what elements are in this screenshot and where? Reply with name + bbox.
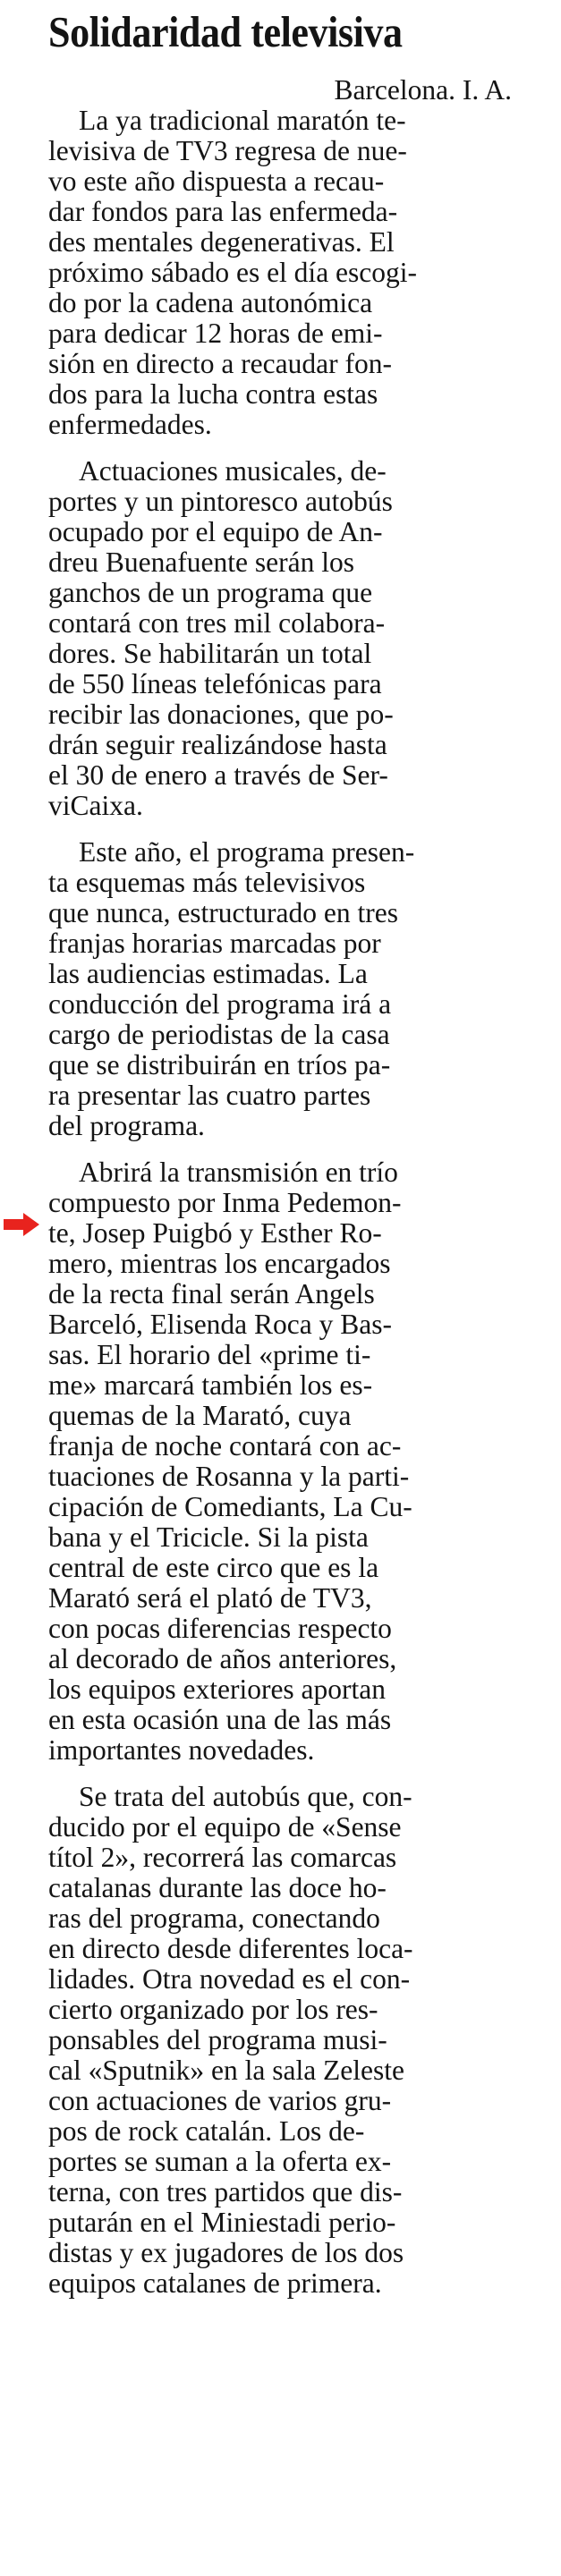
text-line: ra presentar las cuatro partes bbox=[48, 1080, 371, 1111]
paragraph bbox=[48, 1782, 512, 2299]
text-line: sas. El horario del «prime ti- bbox=[48, 1339, 371, 1370]
text-line: cal «Sputnik» en la sala Zeleste bbox=[48, 2055, 404, 2086]
text-line: ta esquemas más televisivos bbox=[48, 867, 366, 898]
text-line: lidades. Otra novedad es el con- bbox=[48, 1963, 411, 1995]
text-line: levisiva de TV3 regresa de nue- bbox=[48, 135, 407, 166]
text-line: dar fondos para las enfermeda- bbox=[48, 196, 398, 227]
text-line: do por la cadena autonómica bbox=[48, 287, 373, 318]
text-line: cargo de periodistas de la casa bbox=[48, 1019, 390, 1050]
paragraph-gap bbox=[48, 1141, 512, 1157]
paragraph bbox=[48, 456, 512, 821]
text-line: las audiencias estimadas. La bbox=[48, 958, 368, 989]
text-line: franja de noche contará con ac- bbox=[48, 1430, 402, 1462]
text-line: del programa. bbox=[48, 1110, 205, 1141]
text-line: portes se suman a la oferta ex- bbox=[48, 2146, 392, 2177]
text-line: el 30 de enero a través de Ser- bbox=[48, 759, 388, 791]
text-line: distas y ex jugadores de los dos bbox=[48, 2237, 404, 2268]
paragraph-gap bbox=[48, 821, 512, 837]
text-line: con actuaciones de varios gru- bbox=[48, 2085, 392, 2116]
paragraph-gap bbox=[48, 440, 512, 456]
text-line: importantes novedades. bbox=[48, 1734, 315, 1766]
text-line: en esta ocasión una de las más bbox=[48, 1704, 392, 1735]
text-line: ras del programa, conectando bbox=[48, 1902, 380, 1934]
text-line: compuesto por Inma Pedemon- bbox=[48, 1187, 402, 1218]
text-line: cierto organizado por los res- bbox=[48, 1994, 378, 2025]
text-line: con pocas diferencias respecto bbox=[48, 1613, 392, 1644]
paragraph-gap bbox=[48, 1766, 512, 1782]
text-line: franjas horarias marcadas por bbox=[48, 928, 381, 959]
text-line: Este año, el programa presen- bbox=[79, 836, 415, 868]
text-line: viCaixa. bbox=[48, 790, 143, 821]
text-line: des mentales degenerativas. El bbox=[48, 226, 395, 258]
text-line: central de este circo que es la bbox=[48, 1552, 379, 1583]
text-line: mero, mientras los encargados bbox=[48, 1248, 391, 1279]
text-line: Barceló, Elisenda Roca y Bas- bbox=[48, 1309, 392, 1340]
text-line: pos de rock catalán. Los de- bbox=[48, 2115, 365, 2147]
article-body bbox=[48, 75, 512, 2299]
headline: Solidaridad televisiva bbox=[48, 7, 403, 56]
text-line: catalanas durante las doce ho- bbox=[48, 1872, 387, 1903]
text-line: los equipos exteriores aportan bbox=[48, 1674, 387, 1705]
text-line: portes y un pintoresco autobús bbox=[48, 486, 393, 517]
text-line: tuaciones de Rosanna y la parti- bbox=[48, 1461, 410, 1492]
text-line: quemas de la Marató, cuya bbox=[48, 1400, 352, 1431]
text-line: sión en directo a recaudar fon- bbox=[48, 348, 392, 379]
text-line: Actuaciones musicales, de- bbox=[79, 455, 387, 487]
text-line: Marató será el plató de TV3, bbox=[48, 1582, 372, 1614]
text-line: ducido por el equipo de «Sense bbox=[48, 1811, 402, 1843]
paragraph bbox=[48, 1157, 512, 1766]
text-line: dos para la lucha contra estas bbox=[48, 378, 378, 410]
red-arrow-icon bbox=[4, 1213, 39, 1236]
paragraph bbox=[48, 837, 512, 1141]
text-line: ocupado por el equipo de An- bbox=[48, 516, 383, 547]
text-line: Abrirá la transmisión en trío bbox=[79, 1157, 398, 1188]
paragraph bbox=[48, 106, 512, 440]
text-line: Se trata del autobús que, con- bbox=[79, 1781, 412, 1812]
red-arrow-shape bbox=[4, 1213, 39, 1236]
text-line: cipación de Comediants, La Cu- bbox=[48, 1491, 412, 1522]
text-line: recibir las donaciones, que po- bbox=[48, 699, 394, 730]
text-line: putarán en el Miniestadi perio- bbox=[48, 2207, 396, 2238]
text-line: bana y el Tricicle. Si la pista bbox=[48, 1521, 369, 1553]
text-line: te, Josep Puigbó y Esther Ro- bbox=[48, 1217, 382, 1249]
text-line: ganchos de un programa que bbox=[48, 577, 373, 608]
text-line: equipos catalanes de primera. bbox=[48, 2267, 382, 2299]
text-line: ponsables del programa musi- bbox=[48, 2024, 387, 2055]
text-line: para dedicar 12 horas de emi- bbox=[48, 318, 383, 349]
text-line: La ya tradicional maratón te- bbox=[79, 105, 406, 136]
text-line: dores. Se habilitarán un total bbox=[48, 638, 372, 669]
text-line: que se distribuirán en tríos pa- bbox=[48, 1049, 391, 1080]
text-line: conducción del programa irá a bbox=[48, 988, 392, 1020]
text-line: títol 2», recorrerá las comarcas bbox=[48, 1842, 397, 1873]
text-line: terna, con tres partidos que dis- bbox=[48, 2176, 403, 2207]
dateline: Barcelona. I. A. bbox=[334, 74, 512, 106]
text-line: en directo desde diferentes loca- bbox=[48, 1933, 413, 1964]
text-line: me» marcará también los es- bbox=[48, 1369, 373, 1401]
text-line: dreu Buenafuente serán los bbox=[48, 547, 354, 578]
text-line: contará con tres mil colabora- bbox=[48, 607, 386, 639]
text-line: drán seguir realizándose hasta bbox=[48, 729, 387, 760]
text-line: vo este año dispuesta a recau- bbox=[48, 165, 385, 197]
text-line: al decorado de años anteriores, bbox=[48, 1643, 397, 1674]
text-line: que nunca, estructurado en tres bbox=[48, 897, 398, 928]
text-line: de la recta final serán Angels bbox=[48, 1278, 375, 1309]
text-line: enfermedades. bbox=[48, 409, 212, 440]
text-line: próximo sábado es el día escogi- bbox=[48, 257, 418, 288]
text-line: de 550 líneas telefónicas para bbox=[48, 668, 382, 699]
